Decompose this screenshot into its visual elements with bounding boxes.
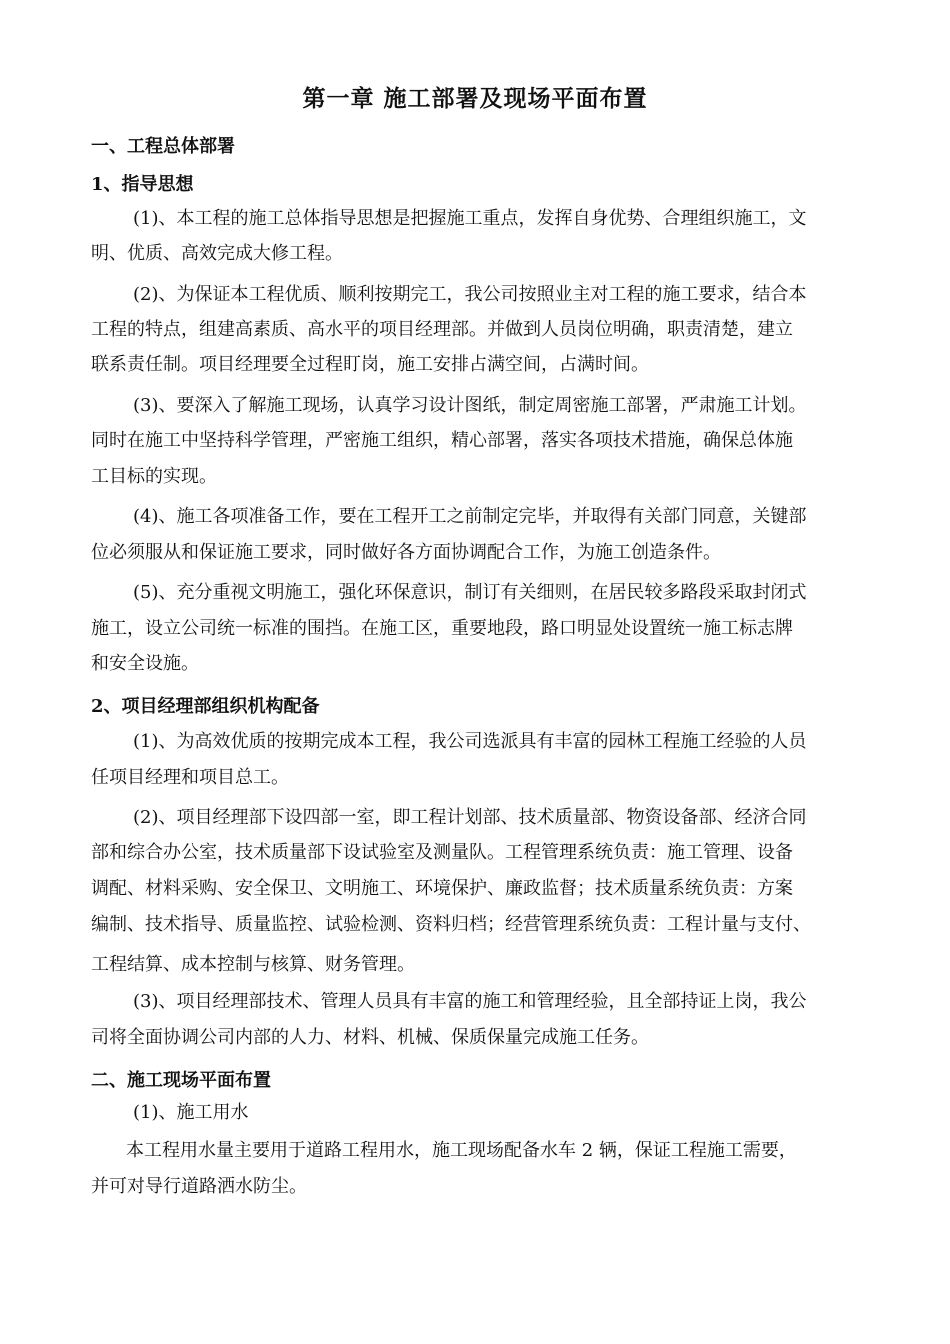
paragraph-line: (3)、项目经理部技术、管理人员具有丰富的施工和管理经验，且全部持证上岗，我公 (133, 991, 807, 1012)
paragraph-line: (1)、本工程的施工总体指导思想是把握施工重点，发挥自身优势、合理组织施工，文 (133, 208, 807, 229)
paragraph-line: 本工程用水量主要用于道路工程用水，施工现场配备水车 2 辆，保证工程施工需要， (126, 1140, 797, 1161)
paragraph-line: 并可对导行道路洒水防尘。 (91, 1176, 307, 1197)
paragraph-line: (1)、为高效优质的按期完成本工程，我公司选派具有丰富的园林工程施工经验的人员 (133, 731, 807, 752)
paragraph-line: 工目标的实现。 (91, 466, 217, 487)
section-heading-2: 二、施工现场平面布置 (91, 1070, 271, 1091)
section-heading-1: 一、工程总体部署 (91, 136, 235, 157)
subsection-heading-2: 2、项目经理部组织机构配备 (91, 696, 320, 717)
paragraph-line: 联系责任制。项目经理要全过程盯岗，施工安排占满空间，占满时间。 (91, 354, 649, 375)
paragraph-line: (4)、施工各项准备工作，要在工程开工之前制定完毕，并取得有关部门同意，关键部 (133, 506, 807, 527)
paragraph-line: 任项目经理和项目总工。 (91, 767, 289, 788)
paragraph-line: 位必须服从和保证施工要求，同时做好各方面协调配合工作，为施工创造条件。 (91, 542, 721, 563)
paragraph-line: 施工，设立公司统一标准的围挡。在施工区，重要地段，路口明显处设置统一施工标志牌 (91, 618, 793, 639)
paragraph-line: (2)、项目经理部下设四部一室，即工程计划部、技术质量部、物资设备部、经济合同 (133, 807, 807, 828)
paragraph-line: 和安全设施。 (91, 653, 199, 674)
paragraph-line: (3)、要深入了解施工现场，认真学习设计图纸，制定周密施工部署，严肃施工计划。 (133, 395, 807, 416)
paragraph-line: 调配、材料采购、安全保卫、文明施工、环境保护、廉政监督；技术质量系统负责：方案 (91, 878, 793, 899)
page-title: 第一章 施工部署及现场平面布置 (302, 85, 648, 112)
paragraph-line: 部和综合办公室，技术质量部下设试验室及测量队。工程管理系统负责：施工管理、设备 (91, 842, 793, 863)
paragraph-line: 同时在施工中坚持科学管理，严密施工组织，精心部署，落实各项技术措施，确保总体施 (91, 430, 793, 451)
paragraph-line: 工程结算、成本控制与核算、财务管理。 (91, 954, 415, 975)
paragraph-line: (2)、为保证本工程优质、顺利按期完工，我公司按照业主对工程的施工要求，结合本 (133, 284, 807, 305)
paragraph-line: (5)、充分重视文明施工，强化环保意识，制订有关细则，在居民较多路段采取封闭式 (133, 582, 807, 603)
list-item-label: (1)、施工用水 (133, 1102, 249, 1123)
paragraph-line: 司将全面协调公司内部的人力、材料、机械、保质保量完成施工任务。 (91, 1027, 649, 1048)
subsection-heading-1: 1、指导思想 (91, 174, 194, 195)
paragraph-line: 编制、技术指导、质量监控、试验检测、资料归档；经营管理系统负责：工程计量与支付、 (91, 914, 811, 935)
paragraph-line: 明、优质、高效完成大修工程。 (91, 243, 343, 264)
paragraph-line: 工程的特点，组建高素质、高水平的项目经理部。并做到人员岗位明确，职责清楚，建立 (91, 319, 793, 340)
